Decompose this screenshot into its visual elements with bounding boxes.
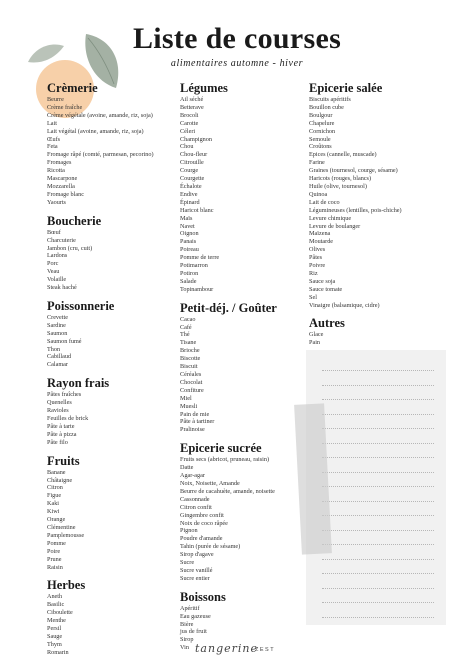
list-item: Pâte à pizza [47, 430, 77, 438]
note-line [322, 414, 434, 415]
list-item: Sirop d'agave [180, 551, 214, 559]
page-title: Liste de courses [132, 22, 342, 55]
list-item: Tisane [180, 339, 197, 347]
list-item: Prune [47, 555, 62, 563]
list-item: jus de fruit [180, 628, 207, 636]
list-item: Lait de coco [309, 198, 340, 206]
section [47, 453, 167, 572]
list-item: Sucre [180, 559, 195, 567]
list-item: Lait [47, 119, 57, 127]
section-title: Boissons [180, 589, 226, 604]
list-item: Bœuf [47, 228, 61, 236]
note-line [322, 443, 434, 444]
list-item: Sauce soja [309, 277, 336, 285]
list-item: Confiture [180, 386, 204, 394]
list-item: Datte [180, 464, 194, 472]
list-item: Panais [180, 238, 197, 246]
item-list [180, 96, 300, 294]
section-title: Fruits [47, 453, 80, 468]
list-item: Potimarron [180, 262, 208, 270]
list-item: Beurre [47, 96, 64, 103]
list-item: Citrouille [180, 159, 204, 167]
list-item: Persil [47, 625, 62, 633]
list-item: Lardons [47, 252, 68, 260]
item-list [47, 96, 167, 207]
section [309, 315, 439, 347]
list-item: Mascarpone [47, 175, 78, 183]
list-item: Croûtons [309, 143, 332, 151]
list-item: Œufs [47, 135, 61, 143]
list-item: Pâte à tartiner [180, 418, 215, 426]
section [180, 300, 300, 435]
list-item: Ricotta [47, 167, 65, 175]
list-item: Biscuit [180, 363, 198, 371]
list-item: Maïzena [309, 230, 331, 238]
list-item: Sucre vanillé [180, 566, 213, 574]
list-item: Raisin [47, 563, 63, 571]
note-line [322, 457, 434, 458]
list-item: Épinard [180, 198, 200, 206]
list-item: Vin [180, 644, 189, 652]
item-list [47, 469, 167, 572]
list-item: Poudre d'amande [180, 535, 223, 543]
list-item: Cabillaud [47, 353, 72, 361]
note-line [322, 602, 434, 603]
list-item: Thé [180, 331, 190, 339]
list-item: Steak haché [47, 284, 77, 292]
list-item: Menthe [47, 617, 66, 625]
section [309, 80, 439, 309]
list-item: Romarin [47, 648, 69, 656]
list-item: Fromage blanc [47, 190, 84, 198]
list-item: Kaki [47, 500, 60, 508]
list-item: Noix, Noisette, Amande [180, 479, 240, 487]
list-item: Sucre entier [180, 574, 210, 582]
list-item: Quenelles [47, 399, 72, 407]
column-1 [47, 80, 167, 663]
list-item: Navet [180, 222, 195, 230]
section-title: Rayon frais [47, 376, 110, 391]
list-item: Sirop [180, 636, 194, 644]
list-item: Courgette [180, 175, 205, 183]
list-item: Pignon [180, 527, 198, 535]
list-item: Bouillon cube [309, 103, 344, 111]
list-item: Salade [180, 277, 197, 285]
note-line [322, 486, 434, 487]
list-item: Ciboulette [47, 609, 73, 617]
list-item: Légumineuses (lentilles, pois-chiche) [309, 206, 402, 214]
list-item: Gingembre confit [180, 511, 224, 519]
brand-logo [195, 636, 285, 660]
section-title: Herbes [47, 578, 86, 593]
list-item: Sel [309, 293, 317, 301]
list-item: Cacao [180, 315, 196, 323]
list-item: Olives [309, 246, 326, 254]
note-line [322, 370, 434, 371]
note-line [322, 501, 434, 502]
item-list [180, 316, 300, 435]
list-item: Café [180, 323, 192, 331]
list-item: Agar-agar [180, 472, 205, 480]
section-title: Crèmerie [47, 81, 98, 95]
list-item: Biscotte [180, 355, 201, 363]
list-item: Moutarde [309, 238, 334, 246]
list-item: Poivre [309, 262, 326, 270]
list-item: Fruits secs (abricot, pruneau, raisin) [180, 456, 270, 464]
list-item: Charcuterie [47, 236, 76, 244]
list-item: Saumon [47, 329, 68, 337]
list-item: Bière [180, 620, 194, 628]
list-item: Oignon [180, 230, 199, 238]
list-item: Figue [47, 492, 62, 500]
list-item: Sardine [47, 321, 66, 329]
list-item: Apéritif [180, 604, 200, 612]
list-item: Veau [47, 268, 60, 276]
list-item: Endive [180, 190, 198, 198]
list-item: Pain de mie [180, 410, 210, 418]
note-line [322, 472, 434, 473]
list-item: Pâtes [309, 254, 323, 262]
list-item: Poire [47, 547, 61, 555]
list-item: Cornichon [309, 127, 336, 135]
list-item: Quinoa [309, 190, 328, 198]
note-line [322, 617, 434, 618]
note-line [322, 559, 434, 560]
list-item: Haricot blanc [180, 206, 214, 214]
list-item: Champignon [180, 135, 212, 143]
list-item: Tahin (purée de sésame) [180, 543, 241, 551]
list-item: Mozzarella [47, 182, 75, 190]
note-line [322, 573, 434, 574]
list-item: Ail séché [180, 96, 204, 103]
item-list [309, 331, 439, 347]
list-item: Saumon fumé [47, 337, 82, 345]
list-item: Farine [309, 159, 325, 167]
list-item: Topinambour [180, 285, 214, 293]
list-item: Ravioles [47, 407, 69, 415]
list-item: Crème végétale (avoine, amande, riz, soja) [47, 111, 153, 119]
section-title: Epicerie salée [309, 81, 383, 95]
list-item: Feta [47, 143, 58, 151]
list-item: Carotte [180, 119, 199, 127]
list-item: Brioche [180, 347, 200, 355]
item-list [309, 96, 439, 309]
list-item: Glace [309, 331, 324, 339]
note-line [322, 385, 434, 386]
list-item: Kiwi [47, 508, 60, 516]
list-item: Brocoli [180, 111, 199, 119]
section-title: Autres [309, 316, 345, 331]
list-item: Biscuits apéritifs [309, 96, 351, 103]
section [47, 577, 167, 656]
list-item: Huile (olive, tournesol) [309, 182, 367, 190]
list-item: Levure chimique [309, 214, 352, 222]
column-3 [309, 80, 439, 353]
item-list [180, 456, 300, 583]
list-item: Muesli [180, 402, 198, 410]
section-title: Petit-déj. / Goûter [180, 300, 277, 315]
item-list [47, 391, 167, 446]
section [47, 375, 167, 446]
note-line [322, 399, 434, 400]
section [47, 298, 167, 369]
list-item: Volaille [47, 276, 67, 284]
brand-script: tangerine [195, 642, 258, 655]
list-item: Citron [47, 484, 63, 492]
item-list [47, 229, 167, 292]
list-item: Feuilles de brick [47, 415, 89, 422]
list-item: Chou-fleur [180, 151, 208, 159]
column-2 [180, 80, 300, 658]
list-item: Thon [47, 345, 61, 353]
list-item: Sauce tomate [309, 285, 343, 293]
list-item: Calamar [47, 361, 68, 369]
list-item: Maïs [180, 214, 193, 222]
list-item: Noix de coco râpée [180, 519, 228, 527]
list-item: Citron confit [180, 503, 212, 511]
list-item: Chocolat [180, 378, 203, 386]
note-line [322, 544, 434, 545]
list-item: Pâte filo [47, 438, 68, 446]
list-item: Fromages [47, 159, 72, 167]
list-item: Levure de boulanger [309, 222, 361, 230]
list-item: Betterave [180, 103, 204, 111]
item-list [47, 314, 167, 369]
list-item: Pâte à tarte [47, 422, 75, 430]
list-item: Pomme [47, 539, 66, 547]
section [47, 80, 167, 207]
list-item: Lait végétal (avoine, amande, riz, soja) [47, 127, 144, 135]
section [47, 213, 167, 292]
page-subtitle: alimentaires automne - hiver [170, 58, 304, 69]
list-item: Poireau [180, 246, 199, 254]
list-item: Céleri [180, 127, 196, 135]
list-item: Potiron [180, 269, 199, 277]
list-item: Orange [47, 516, 66, 524]
list-item: Fromage râpé (comté, parmesan, pecorino) [47, 151, 154, 159]
list-item: Courge [180, 167, 199, 175]
note-line [322, 588, 434, 589]
list-item: Vinaigre (balsamique, cidre) [309, 301, 380, 309]
list-item: Beurre de cacahuète, amande, noisette [180, 487, 275, 495]
section [180, 80, 300, 294]
list-item: Semoule [309, 135, 331, 143]
list-item: Sauge [47, 632, 63, 640]
list-item: Jambon (cru, cuit) [47, 244, 93, 252]
list-item: Miel [180, 394, 192, 402]
list-item: Céréales [180, 371, 202, 378]
list-item: Crevette [47, 313, 68, 321]
list-item: Banane [47, 468, 66, 476]
section [180, 440, 300, 583]
list-item: Clémentine [47, 523, 76, 531]
list-item: Graines (tournesol, courge, sésame) [309, 167, 398, 175]
list-item: Chapelure [309, 119, 335, 127]
note-line [322, 530, 434, 531]
list-item: Thym [47, 640, 62, 648]
section-title: Poissonnerie [47, 298, 115, 313]
list-item: Aneth [47, 593, 63, 601]
section-title: Légumes [180, 81, 228, 95]
list-item: Boulgour [309, 111, 333, 119]
section-title: Boucherie [47, 213, 102, 228]
list-item: Pamplemousse [47, 531, 85, 539]
list-item: Pain [309, 339, 321, 347]
list-item: Cassonnade [180, 495, 210, 503]
list-item: Châtaigne [47, 476, 73, 484]
list-item: Pomme de terre [180, 254, 220, 262]
list-item: Échalote [180, 182, 202, 190]
list-item: Pralinoise [180, 426, 205, 434]
list-item: Yaourts [47, 198, 66, 206]
list-item: Porc [47, 260, 59, 268]
item-list [47, 593, 167, 656]
list-item: Pâtes fraîches [47, 391, 82, 399]
list-item: Haricots (rouges, blancs) [309, 175, 372, 183]
list-item: Eau gazeuse [180, 612, 211, 620]
section-title: Epicerie sucrée [180, 441, 262, 456]
note-line [322, 515, 434, 516]
brand-word: ZEST [255, 647, 276, 653]
list-item: Riz [309, 269, 318, 277]
list-item: Basilic [47, 601, 65, 609]
note-line [322, 428, 434, 429]
list-item: Crème fraîche [47, 103, 83, 111]
list-item: Chou [180, 143, 194, 151]
list-item: Epices (cannelle, muscade) [309, 151, 377, 159]
